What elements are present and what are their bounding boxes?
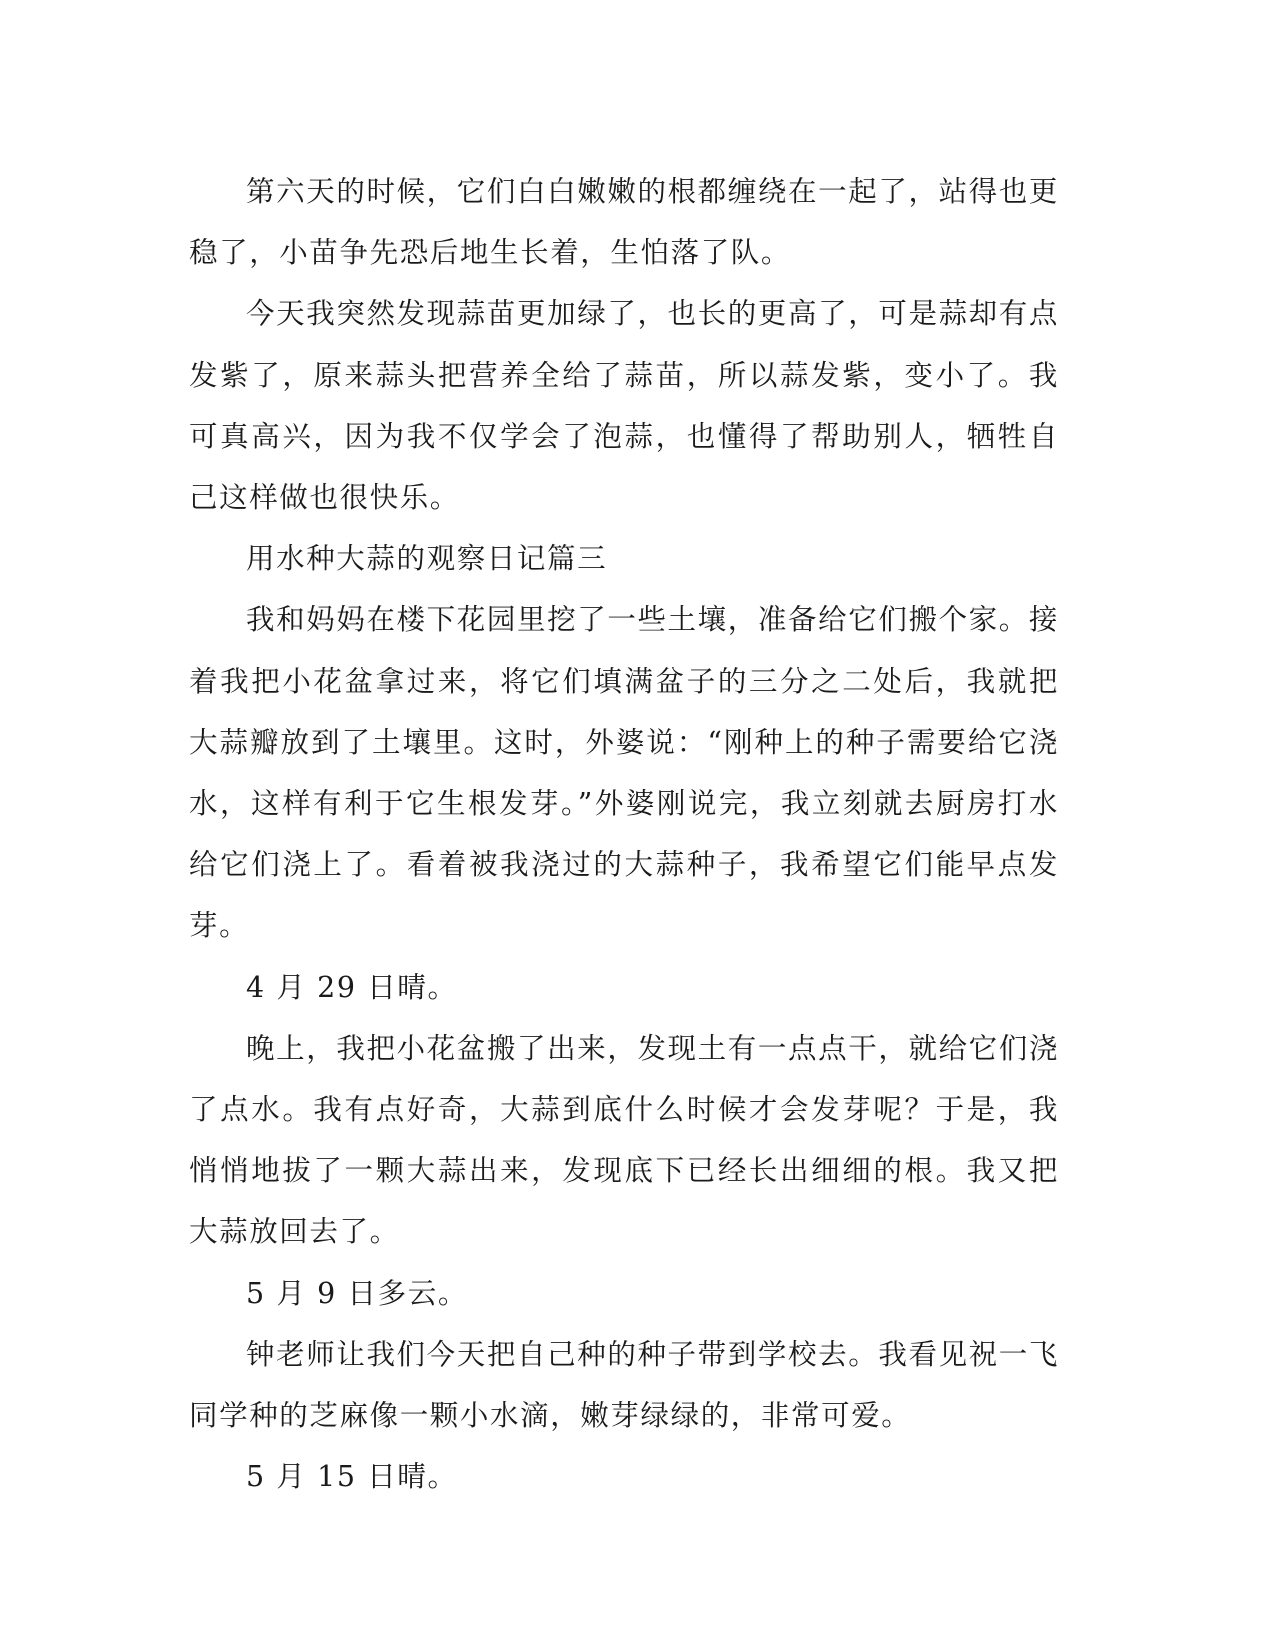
paragraph-day-six: 第六天的时候，它们白白嫩嫩的根都缠绕在一起了，站得也更稳了，小苗争先恐后地生长着，生怕落了队。 [189,175,1059,270]
paragraph-planting: 我和妈妈在楼下花园里挖了一些土壤，准备给它们搬个家。接着我把小花盆拿过来，将它们填满盆子的三分之二处后，我就把大蒜瓣放到了土壤里。这时，外婆说：“刚种上的种子需要给它浇水，这样有利于它生根发芽。”外婆刚说完，我立刻就去厨房打水给它们浇上了。看着被我浇过的大蒜种子，我希望它们能早点发芽。 [189,603,1059,943]
paragraph-evening-watering: 晚上，我把小花盆搬了出来，发现土有一点点干，就给它们浇了点水。我有点好奇，大蒜到底什么时候才会发芽呢？于是，我悄悄地拔了一颗大蒜出来，发现底下已经长出细细的根。我又把大蒜放回去了。 [189,1031,1059,1249]
paragraph-garlic-purple: 今天我突然发现蒜苗更加绿了，也长的更高了，可是蒜却有点发紫了，原来蒜头把营养全给了蒜苗，所以蒜发紫，变小了。我可真高兴，因为我不仅学会了泡蒜，也懂得了帮助别人，牺牲自己这样做也很快乐。 [189,297,1059,515]
document-body [189,161,1059,1507]
section-heading: 用水种大蒜的观察日记篇三 [246,542,608,576]
date-entry-apr-29: 4 月 29 日晴。 [246,970,458,1004]
date-entry-may-15: 5 月 15 日晴。 [246,1460,458,1494]
date-entry-may-9: 5 月 9 日多云。 [246,1276,468,1310]
paragraph-school: 钟老师让我们今天把自己种的种子带到学校去。我看见祝一飞同学种的芝麻像一颗小水滴，嫩芽绿绿的，非常可爱。 [189,1337,1059,1433]
